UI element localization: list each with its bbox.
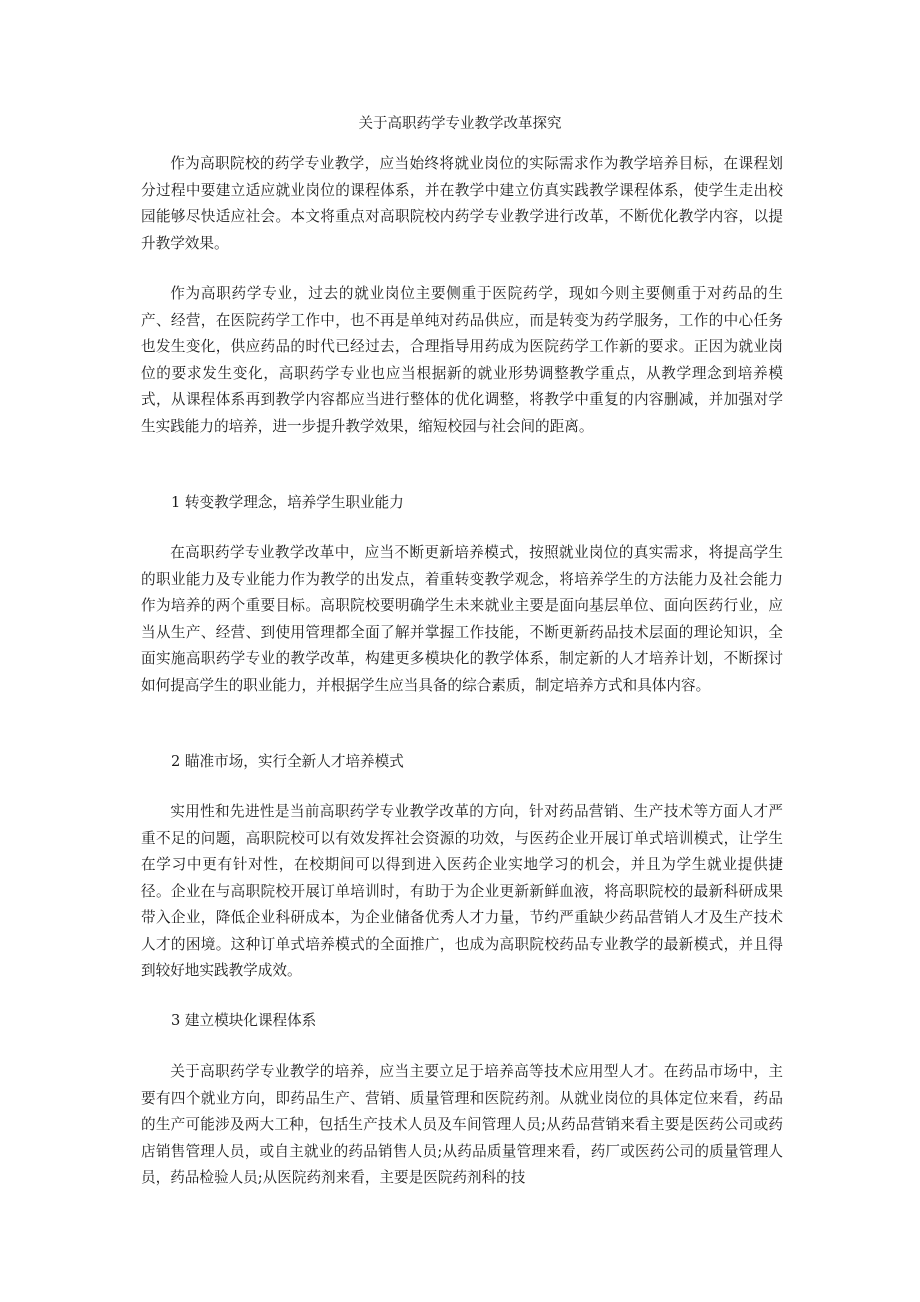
- section-heading-1: 1 转变教学理念，培养学生职业能力: [171, 494, 404, 511]
- paragraph-background: 作为高职药学专业，过去的就业岗位主要侧重于医院药学，现如今则主要侧重于对药品的生产、经营，在医院药学工作中，也不再是单纯对药品供应，而是转变为药学服务，工作的中心任务也发生变化，供应药品的时代已经过去，合理指导用药成为医院药学工作新的要求。正因为就业岗位的要求发生变化，高职药学专业也应当根据新的就业形势调整教学重点，从教学理念到培养模式，从课程体系再到教学内容都应当进行整体的优化调整，将教学中重复的内容删减，并加强对学生实践能力的培养，进一步提升教学效果，缩短校园与社会间的距离。: [141, 285, 783, 435]
- paragraph-section-3: 关于高职药学专业教学的培养，应当主要立足于培养高等技术应用型人才。在药品市场中，主要有四个就业方向，即药品生产、营销、质量管理和医院药剂。从就业岗位的具体定位来看，药品的生产可能涉及两大工种，包括生产技术人员及车间管理人员;从药品营销来看主要是医药公司或药店销售管理人员，或自主就业的药品销售人员;从药品质量管理来看，药厂或医药公司的质量管理人员，药品检验人员;从医院药剂来看，主要是医院药剂科的技: [141, 1063, 783, 1186]
- paragraph-section-2: 实用性和先进性是当前高职药学专业教学改革的方向，针对药品营销、生产技术等方面人才严重不足的问题，高职院校可以有效发挥社会资源的功效，与医药企业开展订单式培训模式，让学生在学习中更有针对性，在校期间可以得到进入医药企业实地学习的机会，并且为学生就业提供捷径。企业在与高职院校开展订单培训时，有助于为企业更新新鲜血液，将高职院校的最新科研成果带入企业，降低企业科研成本，为企业储备优秀人才力量，节约严重缺少药品营销人才及生产技术人才的困境。这种订单式培养模式的全面推广，也成为高职院校药品专业教学的最新模式，并且得到较好地实践教学成效。: [141, 803, 783, 979]
- section-heading-2: 2 瞄准市场，实行全新人才培养模式: [171, 753, 404, 770]
- paragraph-section-1: 在高职药学专业教学改革中，应当不断更新培养模式，按照就业岗位的真实需求，将提高学生的职业能力及专业能力作为教学的出发点，着重转变教学观念，将培养学生的方法能力及社会能力作为培养的两个重要目标。高职院校要明确学生未来就业主要是面向基层单位、面向医药行业，应当从生产、经营、到使用管理都全面了解并掌握工作技能，不断更新药品技术层面的理论知识，全面实施高职药学专业的教学改革，构建更多模块化的教学体系，制定新的人才培养计划，不断探讨如何提高学生的职业能力，并根据学生应当具备的综合素质，制定培养方式和具体内容。: [141, 544, 783, 694]
- document-title: 关于高职药学专业教学改革探究: [358, 116, 562, 132]
- paragraph-intro: 作为高职院校的药学专业教学，应当始终将就业岗位的实际需求作为教学培养目标，在课程划分过程中要建立适应就业岗位的课程体系，并在教学中建立仿真实践教学课程体系，使学生走出校园能够尽快适应社会。本文将重点对高职院校内药学专业教学进行改革，不断优化教学内容，以提升教学效果。: [141, 155, 783, 252]
- section-heading-3: 3 建立模块化课程体系: [171, 1012, 317, 1029]
